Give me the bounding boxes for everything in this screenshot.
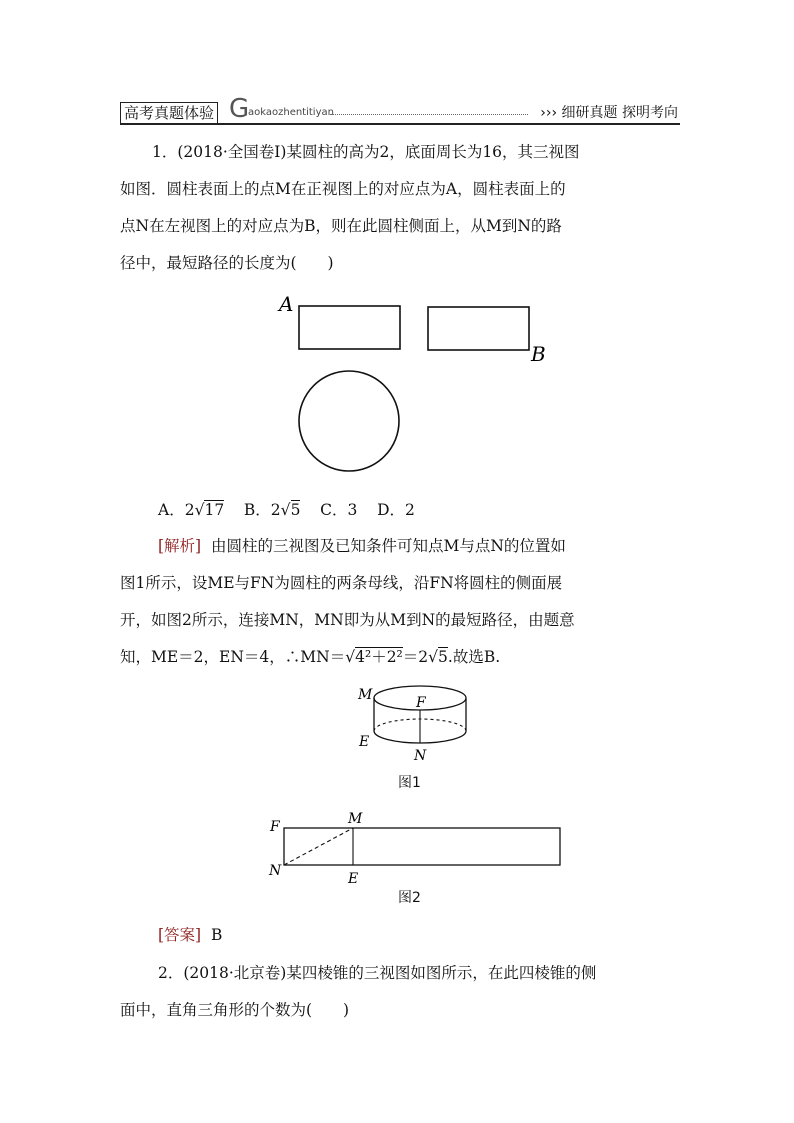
answer-value: B: [210, 926, 223, 944]
fig1-label-n: N: [414, 748, 427, 764]
radical-sign: √: [194, 501, 205, 519]
three-view-figure: [270, 288, 560, 478]
question-2-line-1: 2．(2018·北京卷)某四棱锥的三视图如图所示，在此四棱锥的侧: [158, 964, 597, 982]
fig1-label-m: M: [358, 687, 373, 703]
header-rule: [120, 123, 680, 125]
analysis-line-2: 图1所示，设ME与FN为圆柱的两条母线，沿FN将圆柱的侧面展: [120, 574, 563, 592]
fig2-label-f: F: [270, 819, 280, 835]
section-header: [120, 94, 680, 124]
header-section-label: 高考真题体验: [120, 102, 218, 124]
front-view-rectangle: [299, 306, 400, 349]
header-letter: G: [229, 94, 250, 124]
option-d: D．2: [377, 501, 415, 519]
radicand-sum: 4²＋2²: [355, 648, 403, 666]
question-1: [120, 134, 676, 282]
question-2: [120, 955, 676, 1029]
figure-2-caption: 图2: [398, 890, 421, 906]
top-view-circle: [299, 371, 399, 471]
question-1-line-3: 点N在左视图上的对应点为B，则在此圆柱侧面上，从M到N的路: [120, 217, 562, 235]
figure-1-caption: 图1: [398, 775, 421, 791]
radical-sign: √: [345, 648, 356, 666]
side-view-rectangle: [428, 307, 529, 350]
question-1-line-1: 1．(2018·全国卷Ⅰ)某圆柱的高为2，底面周长为16，其三视图: [152, 143, 580, 161]
analysis-line-1: [解析] 由圆柱的三视图及已知条件可知点M与点N的位置如: [158, 537, 566, 555]
header-pinyin: aokaozhentitiyan: [248, 107, 334, 118]
figure-2-unrolled-surface: [262, 808, 566, 886]
fig1-label-f: F: [416, 695, 426, 711]
radicand-a: 17: [204, 501, 225, 519]
analysis-tag: [解析]: [158, 537, 202, 555]
fig1-label-e: E: [359, 734, 370, 750]
answer-tag: [答案]: [158, 926, 202, 944]
option-a: A．2√17: [158, 501, 225, 519]
option-c: C．3: [320, 501, 358, 519]
analysis-line-4: 知，ME＝2，EN＝4，∴MN＝√4²＋2²＝2√5.故选B.: [120, 648, 501, 666]
label-a: A: [279, 292, 294, 316]
question-1-line-2: 如图．圆柱表面上的点M在正视图上的对应点为A，圆柱表面上的: [120, 180, 566, 198]
answer-block: [120, 917, 676, 954]
analysis-block: [120, 528, 676, 676]
option-b: B．2√5: [243, 501, 301, 519]
question-2-line-2: 面中，直角三角形的个数为( ): [120, 1001, 350, 1019]
radicand-b: 5: [290, 501, 301, 519]
analysis-line-3: 开，如图2所示，连接MN，MN即为从M到N的最短路径，由题意: [120, 611, 575, 629]
fig2-label-m: M: [348, 811, 363, 827]
unrolled-rectangle: [284, 828, 560, 865]
question-1-line-4: 径中，最短路径的长度为( ): [120, 254, 334, 272]
fig2-label-e: E: [348, 871, 359, 886]
shortest-path-mn: [284, 828, 353, 865]
fig2-label-n: N: [269, 863, 282, 879]
label-b: B: [531, 342, 546, 366]
radical-sign: √: [280, 501, 291, 519]
header-dotted-leader: [330, 114, 528, 115]
header-right-slogan: ››› 细研真题 探明考向: [540, 105, 678, 121]
figure-1-cylinder: [350, 682, 480, 766]
radical-sign: √: [428, 648, 439, 666]
radicand-five: 5: [438, 648, 448, 666]
question-1-options: [158, 498, 415, 522]
